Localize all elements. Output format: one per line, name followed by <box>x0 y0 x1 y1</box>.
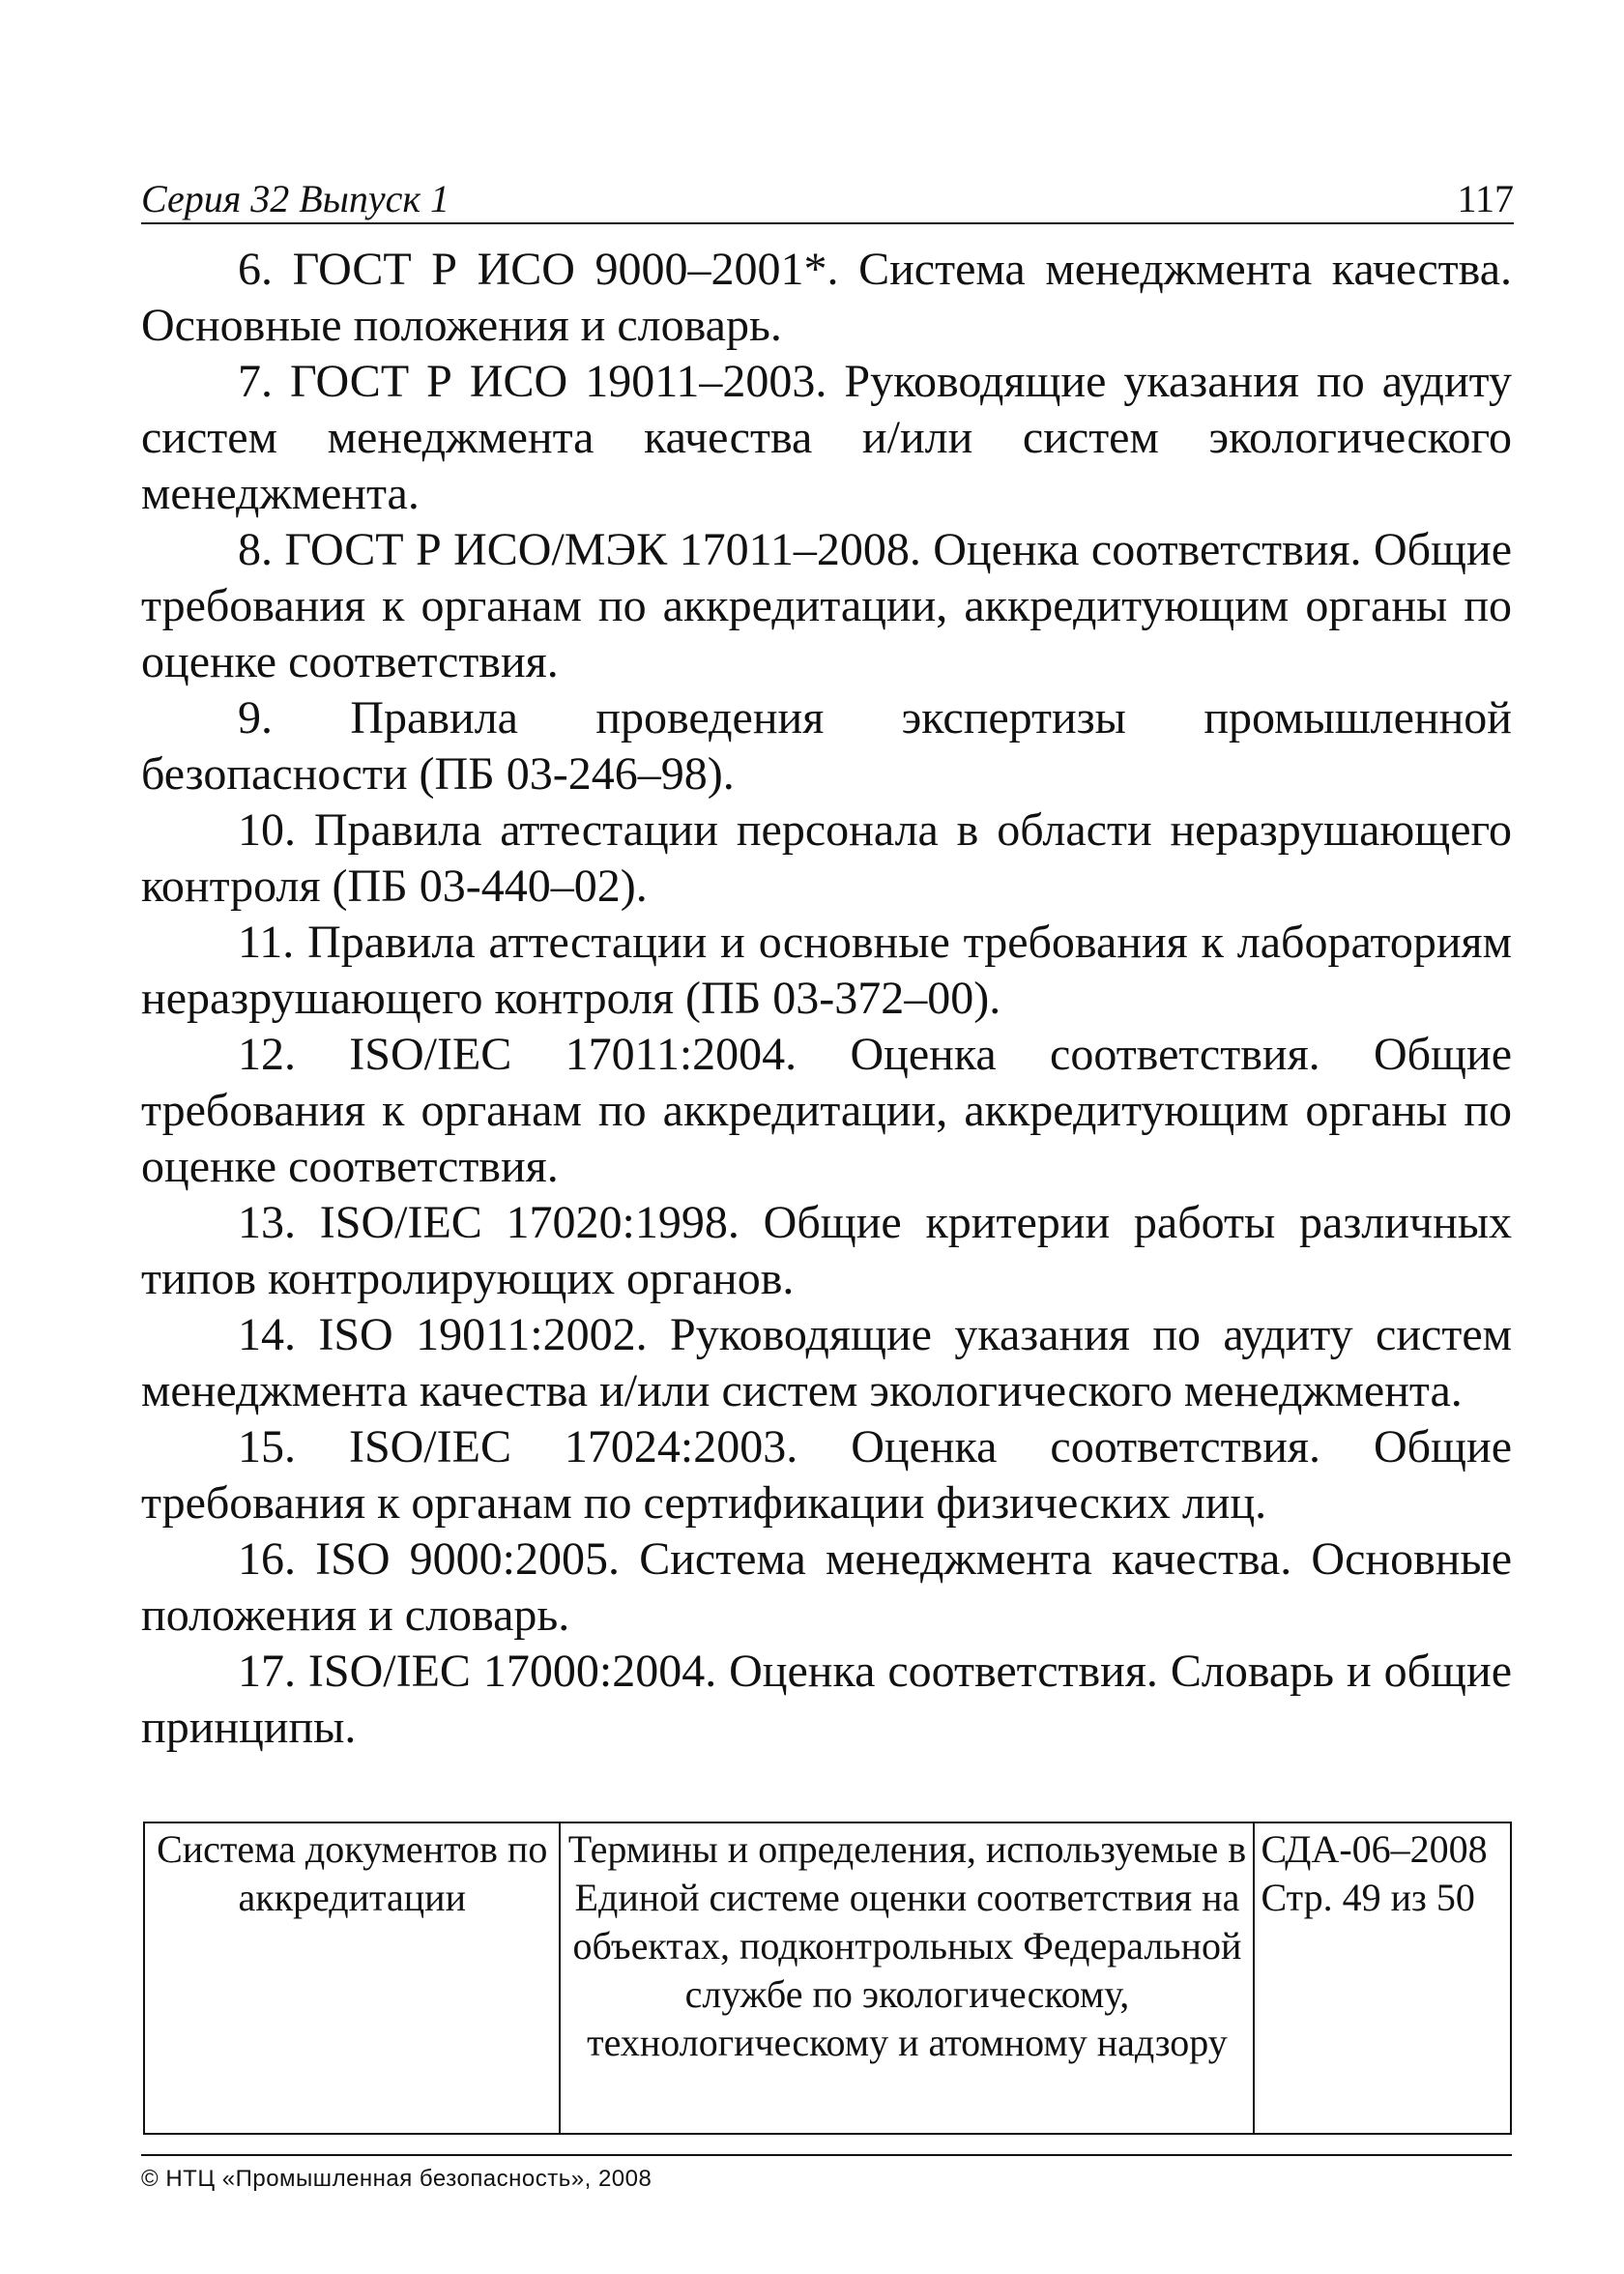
page-number: 117 <box>1457 177 1514 220</box>
document-system-cell: Система документов по аккредитации <box>144 1822 560 2134</box>
reference-list <box>141 242 1512 1756</box>
reference-item-13: 13. ISO/IEC 17020:1998. Общие критерии работы различных типов контролирующих органов. <box>141 1197 1512 1304</box>
reference-item-16: 16. ISO 9000:2005. Система менеджмента качества. Основные положения и словарь. <box>141 1533 1512 1641</box>
reference-item-12: 12. ISO/IEC 17011:2004. Оценка соответствия. Общие требования к органам по аккредитации, аккредитующим органы по оценке соответствия. <box>141 1029 1512 1192</box>
running-header <box>141 172 1514 224</box>
reference-item-14: 14. ISO 19011:2002. Руководящие указания по аудиту систем менеджмента качества и/или систем экологического менеджмента. <box>141 1309 1512 1416</box>
reference-item-17: 17. ISO/IEC 17000:2004. Оценка соответствия. Словарь и общие принципы. <box>141 1646 1512 1753</box>
reference-item-10: 10. Правила аттестации персонала в области неразрушающего контроля (ПБ 03-440–02). <box>141 804 1512 912</box>
reference-item-6: 6. ГОСТ Р ИСО 9000–2001*. Система менеджмента качества. Основные положения и словарь. <box>141 244 1512 351</box>
copyright-footer: © НТЦ «Промышленная безопасность», 2008 <box>141 2166 652 2192</box>
document-code-cell <box>1254 1822 1511 2134</box>
reference-item-8: 8. ГОСТ Р ИСО/МЭК 17011–2008. Оценка соответствия. Общие требования к органам по аккредитации, аккредитующим органы по оценке соответствия. <box>141 524 1512 687</box>
reference-item-11: 11. Правила аттестации и основные требования к лабораториям неразрушающего контроля (ПБ 03-372–00). <box>141 917 1512 1024</box>
reference-item-9: 9. Правила проведения экспертизы промышленной безопасности (ПБ 03-246–98). <box>141 692 1512 800</box>
document-info-table <box>143 1822 1512 2135</box>
document-pages: Стр. 49 из 50 <box>1261 1876 1475 1919</box>
footer-divider <box>141 2154 1512 2156</box>
document-code: СДА-06–2008 <box>1261 1827 1488 1871</box>
table-row <box>144 1822 1511 2134</box>
reference-item-15: 15. ISO/IEC 17024:2003. Оценка соответствия. Общие требования к органам по сертификации физических лиц. <box>141 1421 1512 1529</box>
series-title: Серия 32 Выпуск 1 <box>141 177 450 220</box>
document-title-cell: Термины и определения, используемые в Единой системе оценки соответствия на объектах, подконтрольных Федеральной службе по экологическому, технологическому и атомному надзору <box>560 1822 1254 2134</box>
reference-item-7: 7. ГОСТ Р ИСО 19011–2003. Руководящие указания по аудиту систем менеджмента качества и/или систем экологического менеджмента. <box>141 356 1512 519</box>
